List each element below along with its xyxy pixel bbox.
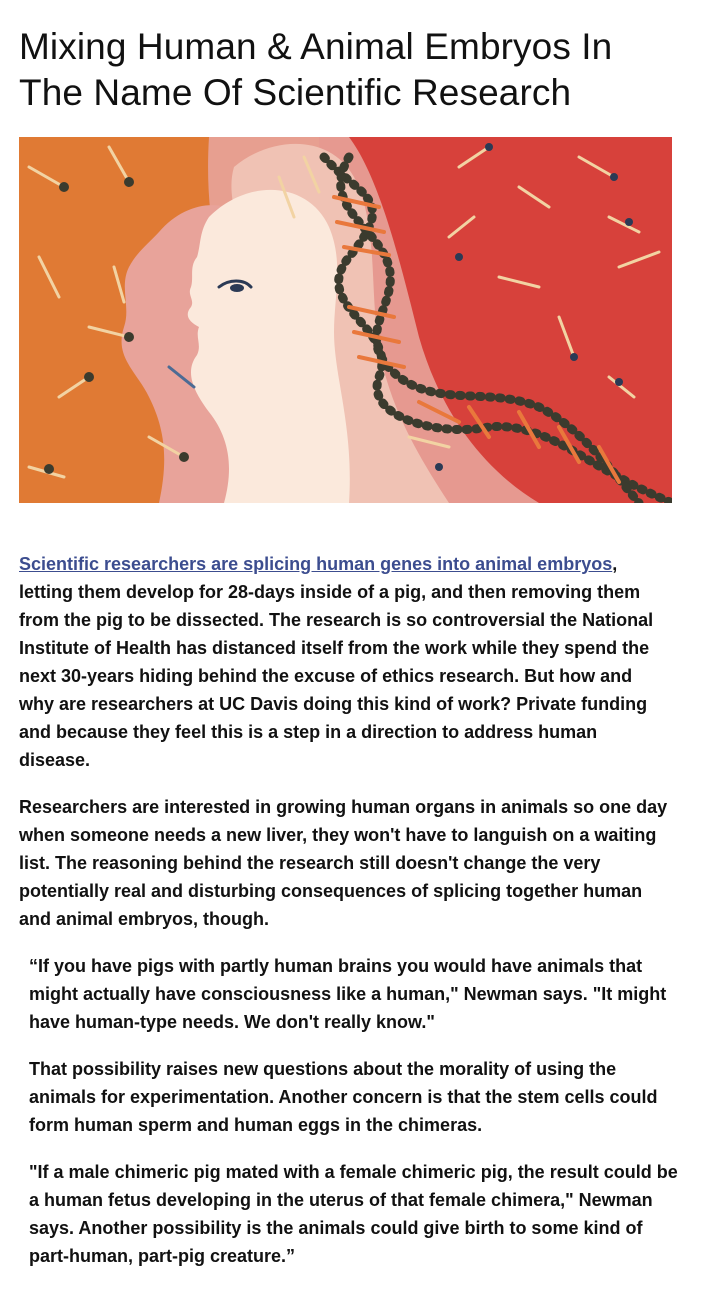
article (19, 24, 679, 1289)
paragraph-text: , letting them develop for 28-days inside of a pig, and then removing them from the pig to be dissected. The research is so controversial the National Institute of Health has distanced itself from the work while they spend the next 30-years hiding behind the excuse of ethics research. But how and why are researchers at UC Davis doing this kind of work? Private funding and because they feel this is a step in a direction to address human disease. (19, 554, 654, 770)
article-title: Mixing Human & Animal Embryos In The Name Of Scientific Research (19, 26, 613, 113)
article-link[interactable]: Scientific researchers are splicing human genes into animal embryos (19, 554, 613, 574)
blockquote (29, 952, 679, 1270)
quote-paragraph: “If you have pigs with partly human brains you would have animals that might actually have consciousness like a human," Newman says. "It might have human-type needs. We don't really know." (29, 956, 667, 1032)
article-body (19, 550, 669, 933)
illustration-human-profile-dna-icon (19, 137, 672, 503)
paragraph: Researchers are interested in growing human organs in animals so one day when someone needs a new liver, they won't have to languish on a waiting list. The reasoning behind the research still doesn't change the very potentially real and disturbing consequences of splicing together human and animal embryos, though. (19, 797, 668, 929)
hero-illustration (19, 137, 672, 503)
paragraph (19, 550, 669, 774)
quote-paragraph: "If a male chimeric pig mated with a female chimeric pig, the result could be a human fetus developing in the uterus of that female chimera," Newman says. Another possibility is the animals could give birth to some kind of part-human, part-pig creature.” (29, 1162, 678, 1266)
quote-paragraph: That possibility raises new questions about the morality of using the animals for experimentation. Another concern is that the stem cells could form human sperm and human eggs in the chimeras. (29, 1059, 658, 1135)
